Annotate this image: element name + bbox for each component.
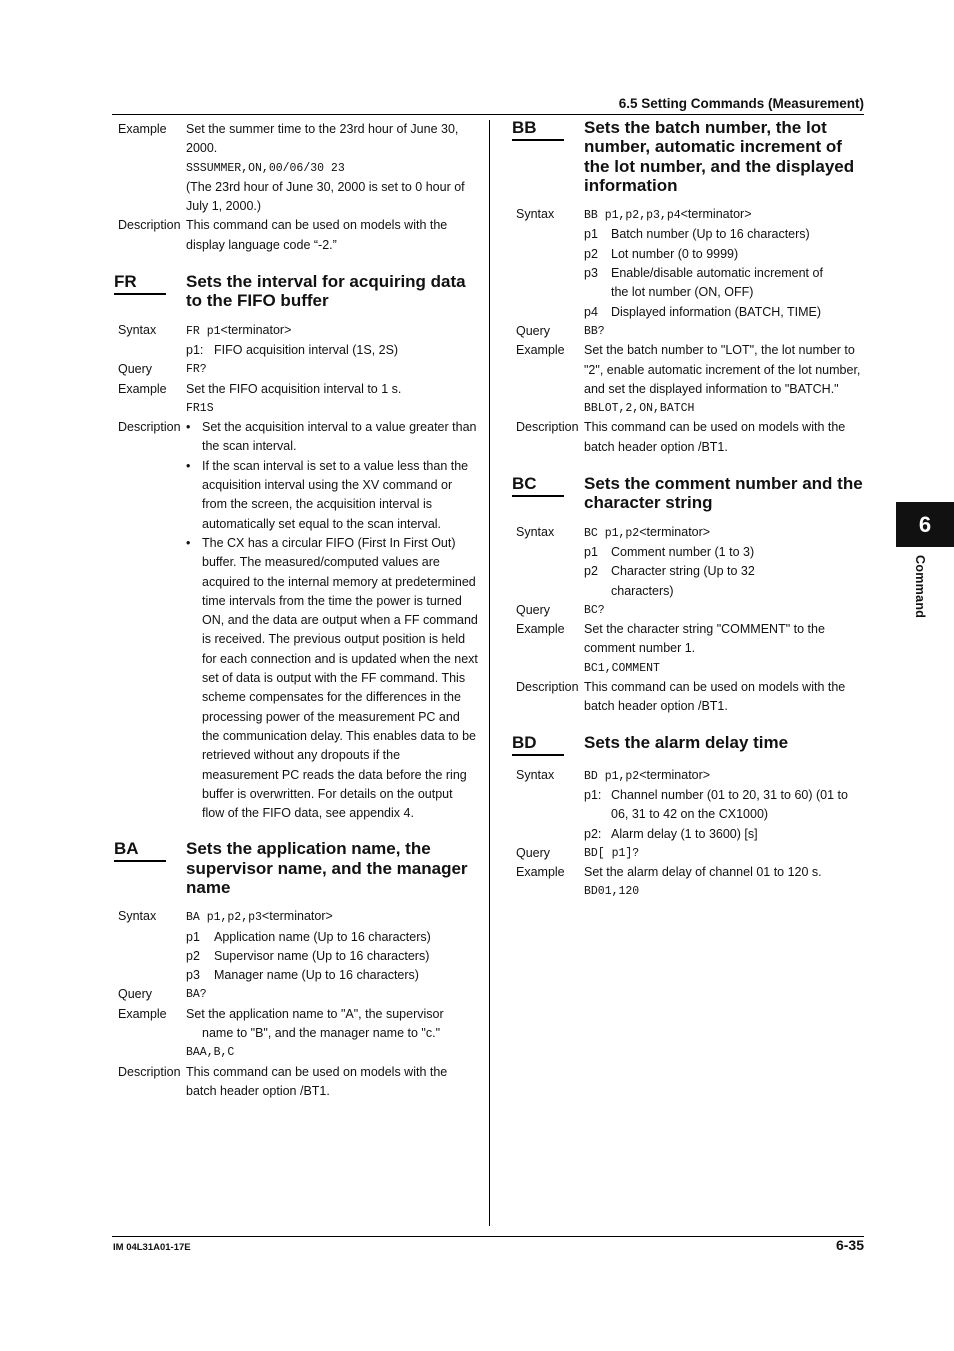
command-code: BC <box>512 474 564 497</box>
param-value: Comment number (1 to 3) <box>611 544 755 559</box>
param-row <box>516 303 866 322</box>
example-label: Example <box>118 381 167 396</box>
param-key: p4 <box>584 304 598 319</box>
footer-rule <box>112 1236 864 1237</box>
param-key: p1 <box>584 544 598 559</box>
description-label: Description <box>516 420 579 435</box>
query-label: Query <box>516 323 551 338</box>
bullet-dot-icon: • <box>186 458 191 473</box>
description-label: Description <box>118 420 181 435</box>
example-code: SSSUMMER,ON,00/06/30 23 <box>186 161 345 175</box>
syntax-command: FR p1 <box>186 324 221 338</box>
example-label: Example <box>516 865 565 880</box>
syntax-command: BC p1,p2 <box>584 526 640 540</box>
example-row <box>516 863 866 902</box>
description-text: This command can be used on models with the batch header option /BT1. <box>584 420 846 454</box>
example-code: BD01,120 <box>584 885 640 899</box>
param-value: Lot number (0 to 9999) <box>611 246 739 261</box>
section-ba <box>114 839 478 1101</box>
command-code: BB <box>512 118 564 141</box>
example-note: (The 23rd hour of June 30, 2000 is set to 0 hour of July 1, 2000.) <box>186 179 465 214</box>
syntax-command: BB p1,p2,p3,p4 <box>584 209 681 223</box>
section-bd <box>512 732 866 902</box>
example-row <box>118 380 478 419</box>
section-heading <box>114 272 478 311</box>
syntax-row <box>118 907 478 927</box>
command-code: BA <box>114 839 166 862</box>
syntax-label: Syntax <box>118 322 157 337</box>
query-command: BC? <box>584 603 605 617</box>
param-value: FIFO acquisition interval (1S, 2S) <box>214 342 399 357</box>
param-row <box>118 947 478 966</box>
example-code: BC1,COMMENT <box>584 661 660 675</box>
description-text: This command can be used on models with the display language code “-2.” <box>186 218 448 252</box>
param-value: Batch number (Up to 16 characters) <box>611 227 810 242</box>
example-label: Example <box>516 622 565 637</box>
section-summer-time-tail <box>118 120 478 255</box>
example-text: Set the alarm delay of channel 01 to 120 s. <box>584 865 822 880</box>
query-command: BD[ p1]? <box>584 846 640 860</box>
example-text: Set the character string "COMMENT" to the comment number 1. <box>584 622 825 656</box>
chapter-tab-label: Command <box>913 555 927 619</box>
param-value: Alarm delay (1 to 3600) [s] <box>611 826 758 841</box>
description-row <box>516 418 866 457</box>
syntax-label: Syntax <box>516 767 555 782</box>
query-row <box>516 601 866 620</box>
param-row <box>516 245 866 264</box>
param-value: Application name (Up to 16 characters) <box>214 929 431 944</box>
example-label: Example <box>118 1006 167 1021</box>
example-code: BAA,B,C <box>186 1046 235 1060</box>
bullet-dot-icon: • <box>186 535 191 550</box>
description-label: Description <box>118 1064 181 1079</box>
example-text: Set the FIFO acquisition interval to 1 s. <box>186 381 402 396</box>
section-bb <box>512 118 866 457</box>
syntax-row <box>516 523 866 543</box>
section-title: Sets the comment number and the character string <box>584 474 863 513</box>
bullet-dot-icon: • <box>186 420 191 435</box>
param-key: p3 <box>584 266 598 281</box>
description-row <box>118 216 478 255</box>
param-row <box>516 562 866 601</box>
param-row <box>516 825 866 844</box>
section-title: Sets the application name, the supervisor name, and the manager name <box>186 839 468 897</box>
running-header: 6.5 Setting Commands (Measurement) <box>618 96 864 111</box>
param-row <box>516 264 866 303</box>
example-row <box>118 120 478 216</box>
example-label: Example <box>118 122 167 136</box>
command-code: FR <box>114 272 166 295</box>
column-divider <box>489 120 490 1226</box>
param-key: p2: <box>584 826 602 841</box>
example-text: Set the batch number to "LOT", the lot number to "2", enable automatic increment of the lot number, and set the displayed information to "BATCH." <box>584 343 861 396</box>
right-column <box>512 118 866 902</box>
syntax-terminator: <terminator> <box>261 909 333 924</box>
page-number: 6-35 <box>835 1237 864 1253</box>
example-row <box>516 620 866 678</box>
param-row <box>516 225 866 244</box>
param-value: Manager name (Up to 16 characters) <box>214 968 419 983</box>
left-column <box>114 120 478 1101</box>
param-key: p2 <box>584 564 598 579</box>
param-row <box>118 341 478 360</box>
syntax-terminator: <terminator> <box>639 524 711 539</box>
syntax-terminator: <terminator> <box>220 322 292 337</box>
example-code: FR1S <box>186 401 214 415</box>
example-row <box>516 341 866 418</box>
syntax-label: Syntax <box>118 909 157 924</box>
syntax-row <box>118 321 478 341</box>
section-title: Sets the alarm delay time <box>584 732 789 752</box>
syntax-row <box>516 205 866 225</box>
description-label: Description <box>118 218 181 233</box>
query-label: Query <box>516 845 551 860</box>
param-row <box>118 928 478 947</box>
example-text-line1: Set the application name to "A", the supervisor <box>186 1006 444 1021</box>
example-text: Set the summer time to the 23rd hour of June 30, 2000. <box>186 122 459 156</box>
param-value: Supervisor name (Up to 16 characters) <box>214 948 430 963</box>
command-code: BD <box>512 733 564 756</box>
example-row <box>118 1005 478 1063</box>
description-row <box>516 678 866 717</box>
description-label: Description <box>516 680 579 695</box>
param-value: Enable/disable automatic increment of the lot number (ON, OFF) <box>611 266 823 300</box>
chapter-tab: 6 <box>896 502 954 547</box>
description-row <box>118 1063 478 1102</box>
query-row <box>516 322 866 341</box>
param-key: p1: <box>584 787 602 802</box>
example-body <box>186 120 478 216</box>
param-key: p3 <box>186 968 200 983</box>
query-command: BA? <box>186 988 207 1002</box>
syntax-terminator: <terminator> <box>639 767 711 782</box>
section-heading <box>512 118 866 195</box>
query-row <box>516 844 866 863</box>
section-bc <box>512 474 866 717</box>
bullet-item: • Set the acquisition interval to a value greater than the scan interval. <box>186 418 478 457</box>
description-row <box>118 418 478 823</box>
param-value: Displayed information (BATCH, TIME) <box>611 304 822 319</box>
syntax-label: Syntax <box>516 524 555 539</box>
query-label: Query <box>118 987 153 1002</box>
section-fr <box>114 272 478 823</box>
syntax-command: BD p1,p2 <box>584 769 640 783</box>
param-value: Character string (Up to 32 characters) <box>611 564 755 598</box>
section-title: Sets the interval for acquiring data to the FIFO buffer <box>186 272 466 311</box>
param-row <box>516 786 866 825</box>
query-command: FR? <box>186 363 207 377</box>
query-command: BB? <box>584 324 605 338</box>
example-label: Example <box>516 343 565 358</box>
param-key: p1 <box>186 929 200 944</box>
section-heading <box>114 839 478 897</box>
header-rule <box>112 114 864 115</box>
syntax-terminator: <terminator> <box>680 207 752 222</box>
description-text: This command can be used on models with the batch header option /BT1. <box>584 680 846 714</box>
query-label: Query <box>118 362 153 377</box>
param-row <box>118 966 478 985</box>
query-row <box>118 360 478 379</box>
param-key: p1 <box>584 227 598 242</box>
syntax-label: Syntax <box>516 207 555 222</box>
example-text-line2: name to "B", and the manager name to "c." <box>202 1026 441 1041</box>
description-text: This command can be used on models with the batch header option /BT1. <box>186 1064 448 1098</box>
query-row <box>118 985 478 1004</box>
param-value: Channel number (01 to 20, 31 to 60) (01 to 06, 31 to 42 on the CX1000) <box>611 787 848 822</box>
section-heading <box>512 732 866 756</box>
example-code: BBLOT,2,ON,BATCH <box>584 402 695 416</box>
bullet-item: • If the scan interval is set to a value less than the acquisition interval using the XV command or from the screen, the acquisition interval is automatically set equal to the scan interval. <box>186 457 478 534</box>
param-key: p2 <box>186 948 200 963</box>
syntax-row <box>516 766 866 786</box>
bullet-item: • The CX has a circular FIFO (First In First Out) buffer. The measured/computed values are acquired to the internal memory at predetermined time intervals from the time the power is turned ON, and the data are output when a FF command is received. The previous output position is held for each connection and is updated when the next set of data is output with the FF command. This scheme compensates for the differences in the processing power of the measurement PC and the communication delay. This enables data to be retrieved without any dropouts if the measurement PC reads the data before the ring buffer is overwritten. For details on the output flow of the FIFO data, see appendix 4. <box>186 534 478 823</box>
section-title: Sets the batch number, the lot number, automatic increment of the lot number, and the displayed information <box>584 118 855 195</box>
param-key: p2 <box>584 246 598 261</box>
param-key: p1: <box>186 342 204 357</box>
query-label: Query <box>516 602 551 617</box>
document-id: IM 04L31A01-17E <box>113 1242 191 1253</box>
syntax-command: BA p1,p2,p3 <box>186 911 262 925</box>
section-heading <box>512 474 866 513</box>
param-row <box>516 543 866 562</box>
chapter-tab-label-box <box>913 555 935 645</box>
